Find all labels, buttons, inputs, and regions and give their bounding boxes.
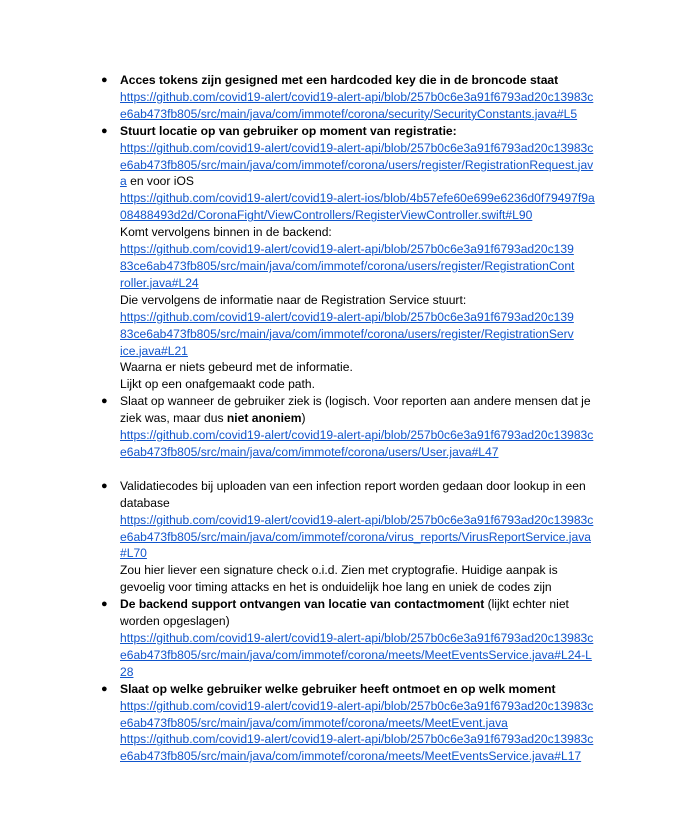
findings-list [0, 72, 679, 765]
crypto-note-line1: Zou hier liever een signature check o.i.d. Zien met cryptografie. Huidige aanpak is [120, 563, 558, 578]
bullet-icon: ● [101, 479, 108, 492]
backend-text: Komt vervolgens binnen in de backend: [120, 225, 332, 240]
registration-request-link[interactable]: https://github.com/covid19-alert/covid19-alert-api/blob/257b0c6e3a91f6793ad20c13983c e6ab473fb805/src/main/java/com/immotef/corona/users/register/RegistrationRequest.jav [120, 140, 594, 172]
unfinished-path-text: Lijkt op een onafgemaakt code path. [120, 377, 315, 392]
registration-service-link[interactable]: https://github.com/covid19-alert/covid19-alert-api/blob/257b0c6e3a91f6793ad20c139 83ce6ab473fb805/src/main/java/com/immotef/corona/users/register/RegistrationServ ice.java#L21 [120, 309, 574, 358]
list-item-registration-location [0, 123, 606, 394]
registration-service-text: Die vervolgens de informatie naar de Registration Service stuurt: [120, 292, 467, 307]
registration-request-link-end[interactable]: a [120, 174, 127, 189]
bullet-icon: ● [101, 598, 108, 611]
list-item-access-tokens [0, 72, 606, 123]
not-anonymous-text: niet anoniem [226, 411, 302, 426]
item-title: Slaat op welke gebruiker welke gebruiker heeft ontmoet en op welk moment [120, 681, 556, 696]
registration-controller-link[interactable]: https://github.com/covid19-alert/covid19-alert-api/blob/257b0c6e3a91f6793ad20c139 83ce6ab473fb805/src/main/java/com/immotef/corona/users/register/RegistrationCont roller.java#L24 [120, 242, 575, 290]
user-java-link[interactable]: https://github.com/covid19-alert/covid19-alert-api/blob/257b0c6e3a91f6793ad20c13983c e6ab473fb805/src/main/java/com/immotef/corona/users/User.java#L47 [120, 428, 594, 459]
sick-text-line2: ziek was, maar dus niet anoniem) [120, 411, 306, 426]
sick-text-line1: Slaat op wanneer de gebruiker ziek is (logisch. Voor reporten aan andere mensen dat je [120, 394, 591, 409]
bullet-icon: ● [101, 682, 108, 695]
list-item-contact-location [0, 596, 606, 681]
meet-event-link[interactable]: https://github.com/covid19-alert/covid19-alert-api/blob/257b0c6e3a91f6793ad20c13983c e6ab473fb805/src/main/java/com/immotef/corona/meets/MeetEvent.java [120, 698, 594, 730]
crypto-note-line2: gevoelig voor timing attacks en het is onduidelijk hoe lang en uniek de codes zijn [120, 580, 552, 595]
spacer [120, 461, 606, 478]
item-title: Stuurt locatie op van gebruiker op moment van registratie: [120, 123, 457, 138]
bullet-icon: ● [101, 395, 108, 408]
item-title: Acces tokens zijn gesigned met een hardcoded key die in de broncode staat [120, 73, 559, 87]
ios-text: en voor iOS [126, 174, 194, 189]
meet-events-service-link-l24[interactable]: https://github.com/covid19-alert/covid19-alert-api/blob/257b0c6e3a91f6793ad20c13983c e6ab473fb805/src/main/java/com/immotef/corona/meets/MeetEventsService.java#L24-L 28 [120, 631, 594, 679]
list-item-validation-codes [0, 478, 606, 596]
contact-title-bold: De backend support ontvangen van locatie van contactmoment [120, 597, 485, 612]
register-view-controller-link[interactable]: https://github.com/covid19-alert/covid19-alert-ios/blob/4b57efe60e699e6236d0f79497f9a 08488493d2d/CoronaFight/ViewControllers/RegisterViewController.swift#L90 [120, 191, 595, 223]
list-item-sick-status [0, 393, 606, 478]
meet-events-service-link-l17[interactable]: https://github.com/covid19-alert/covid19-alert-api/blob/257b0c6e3a91f6793ad20c13983c e6ab473fb805/src/main/java/com/immotef/corona/meets/MeetEventsService.java#L17 [120, 732, 594, 764]
list-item-meet-events [0, 681, 606, 766]
virus-report-service-link[interactable]: https://github.com/covid19-alert/covid19-alert-api/blob/257b0c6e3a91f6793ad20c13983c e6ab473fb805/src/main/java/com/immotef/corona/virus_reports/VirusReportService.java #L70 [120, 512, 594, 561]
validation-text-line2: database [120, 495, 170, 510]
bullet-icon: ● [101, 74, 108, 86]
contact-title-line1: De backend support ontvangen van locatie van contactmoment (lijkt echter niet [120, 597, 569, 612]
nothing-happens-text: Waarna er niets gebeurd met de informatie. [120, 360, 353, 375]
validation-text-line1: Validatiecodes bij uploaden van een infection report worden gedaan door lookup in een [120, 478, 586, 493]
contact-title-line2: worden opgeslagen) [120, 614, 230, 629]
security-constants-link[interactable]: https://github.com/covid19-alert/covid19-alert-api/blob/257b0c6e3a91f6793ad20c13983c e6ab473fb805/src/main/java/com/immotef/corona/security/SecurityConstants.java#L5 [120, 89, 594, 121]
bullet-icon: ● [101, 124, 108, 137]
